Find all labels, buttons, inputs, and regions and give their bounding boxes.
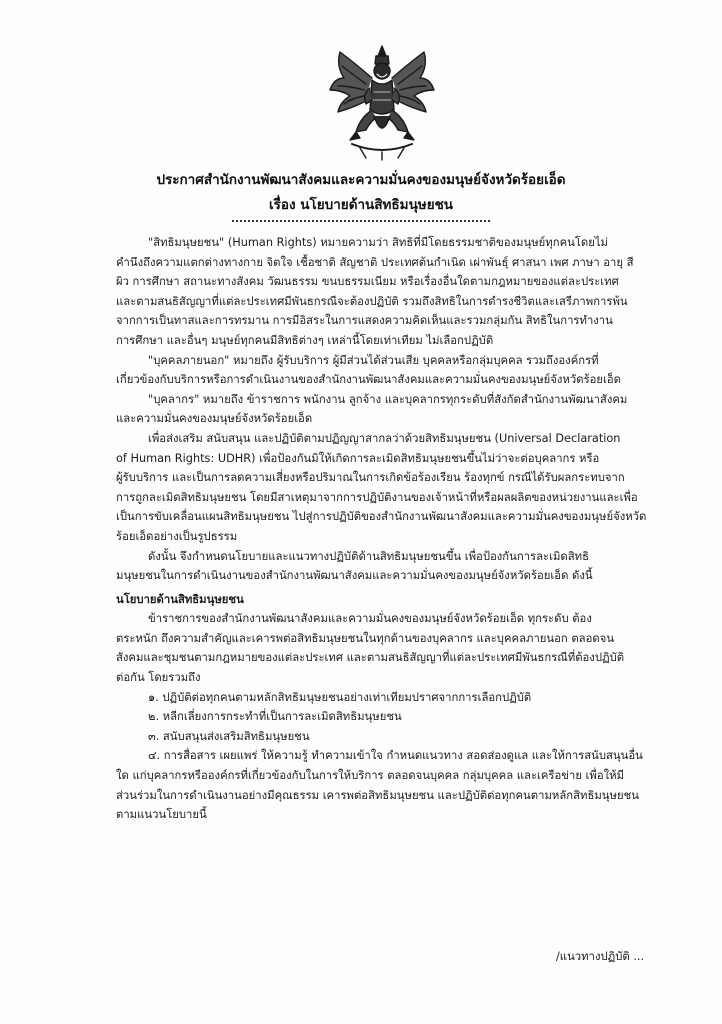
body-line: ตระหนัก ถึงความสำคัญและเคารพต่อสิทธิมนุษยชนในทุกด้านของบุคลากร และบุคคลภายนอก ตลอดจน bbox=[116, 631, 615, 645]
body-line: ต่อกัน โดยรวมถึง bbox=[116, 671, 201, 685]
body-line: มนุษยชนในการดำเนินงานของสำนักงานพัฒนาสังคมและความมั่นคงของมนุษย์จังหวัดร้อยเอ็ด ดังนี้ bbox=[116, 569, 593, 583]
list-item: ๒. หลีกเลี่ยงการกระทำที่เป็นการละเมิดสิทธิมนุษยชน bbox=[148, 710, 402, 724]
body-line: การศึกษา และอื่นๆ มนุษย์ทุกคนมีสิทธิต่างๆ เหล่านี้โดยเท่าเทียม ไม่เลือกปฏิบัติ bbox=[116, 333, 494, 347]
body-line: คำนึงถึงความแตกต่างทางกาย จิตใจ เชื้อชาติ สัญชาติ ประเทศต้นกำเนิด เผ่าพันธุ์ ศาสนา เพศ ภาษา อายุ สี bbox=[116, 255, 634, 269]
garuda-emblem-icon bbox=[326, 44, 438, 162]
body-line: สังคมและชุมชนตามกฎหมายของแต่ละประเทศ และตามสนธิสัญญาที่แต่ละประเทศมีพันธกรณีที่ต้องปฏิบัติ bbox=[116, 651, 625, 665]
list-item: ๓. สนับสนุนส่งเสริมสิทธิมนุษยชน bbox=[148, 729, 310, 743]
body-line: ข้าราชการของสำนักงานพัฒนาสังคมและความมั่นคงของมนุษย์จังหวัดร้อยเอ็ด ทุกระดับ ต้อง bbox=[148, 612, 592, 626]
list-item: ๔. การสื่อสาร เผยแพร่ ให้ความรู้ ทำความเข้าใจ กำหนดแนวทาง สอดส่องดูแล และให้การสนับสนุนอื่น bbox=[148, 749, 643, 763]
body-line: "สิทธิมนุษยชน" (Human Rights) หมายความว่า สิทธิที่มีโดยธรรมชาติของมนุษย์ทุกคนโดยไม่ bbox=[148, 236, 608, 249]
body-line: ร้อยเอ็ดอย่างเป็นรูปธรรม bbox=[116, 529, 238, 543]
body-line: และความมั่นคงของมนุษย์จังหวัดร้อยเอ็ด bbox=[116, 412, 313, 426]
document-subject: เรื่อง นโยบายด้านสิทธิมนุษยชน bbox=[269, 197, 453, 213]
body-line: ผิว การศึกษา สถานะทางสังคม วัฒนธรรม ขนบธรรมเนียม หรือเรื่องอื่นใดตามกฎหมายของแต่ละประเทศ bbox=[116, 275, 619, 289]
body-line: of Human Rights: UDHR) เพื่อป้องกันมิให้เกิดการละเมิดสิทธิมนุษยชนขึ้นไม่ว่าจะต่อบุคลากร หรือ bbox=[116, 451, 600, 465]
body-line: เกี่ยวข้องกับบริการหรือการดำเนินงานของสำนักงานพัฒนาสังคมและความมั่นคงของมนุษย์จังหวัดร้อยเอ็ด bbox=[116, 373, 622, 387]
body-line: จากการเป็นทาสและการทรมาน การมีอิสระในการแสดงความคิดเห็นและรวมกลุ่มกัน สิทธิในการทำงาน bbox=[116, 314, 613, 328]
body-line: และตามสนธิสัญญาที่แต่ละประเทศมีพันธกรณีจะต้องปฏิบัติ รวมถึงสิทธิในการดำรงชีวิตและเสรีภาพการพ้น bbox=[116, 294, 628, 308]
body-line: เพื่อส่งเสริม สนับสนุน และปฏิบัติตามปฏิญญาสากลว่าด้วยสิทธิมนุษยชน (Universal Declaration bbox=[148, 431, 621, 445]
list-item: ๑. ปฏิบัติต่อทุกคนตามหลักสิทธิมนุษยชนอย่างเท่าเทียมปราศจากการเลือกปฏิบัติ bbox=[148, 690, 532, 704]
body-line: เป็นการขับเคลื่อนแผนสิทธิมนุษยชน ไปสู่การปฏิบัติของสำนักงานพัฒนาสังคมและความมั่นคงของมนุษย์จังหวัด bbox=[116, 510, 647, 524]
body-line: "บุคลากร" หมายถึง ข้าราชการ พนักงาน ลูกจ้าง และบุคลากรทุกระดับที่สังกัดสำนักงานพัฒนาสังคม bbox=[148, 392, 628, 406]
body-line: การถูกละเมิดสิทธิมนุษยชน โดยมีสาเหตุมาจากการปฏิบัติงานของเจ้าหน้าที่หรือผลผลิตของหน่วยงานและเพื่อ bbox=[116, 490, 638, 504]
body-line: "บุคคลภายนอก" หมายถึง ผู้รับบริการ ผู้มีส่วนได้ส่วนเสีย บุคคลหรือกลุ่มบุคคล รวมถึงองค์กรที่ bbox=[148, 353, 599, 367]
policy-heading: นโยบายด้านสิทธิมนุษยชน bbox=[116, 592, 244, 606]
separator-dots bbox=[232, 220, 490, 222]
body-line: ส่วนร่วมในการดำเนินงานอย่างมีคุณธรรม เคารพต่อสิทธิมนุษยชน และปฏิบัติต่อทุกคนตามหลักสิทธิมนุษยชน bbox=[116, 788, 639, 802]
body-line: ผู้รับบริการ และเป็นการลดความเสี่ยงหรือปริมาณในการเกิดข้อร้องเรียน ร้องทุกข์ กรณีได้รับผลกระทบจาก bbox=[116, 471, 625, 485]
body-line: ตามแนวนโยบายนี้ bbox=[116, 808, 207, 822]
continuation-note: /แนวทางปฏิบัติ ... bbox=[556, 950, 645, 963]
body-line: ใด แก่บุคลากรหรือองค์กรที่เกี่ยวข้องกับในการให้บริการ ตลอดจนบุคคล กลุ่มบุคคล และเครือข่าย เพื่อให้มี bbox=[116, 769, 625, 783]
body-line: ดังนั้น จึงกำหนดนโยบายและแนวทางปฏิบัติด้านสิทธิมนุษยชนขึ้น เพื่อป้องกันการละเมิดสิทธิ bbox=[148, 549, 589, 563]
document-title: ประกาศสำนักงานพัฒนาสังคมและความมั่นคงของมนุษย์จังหวัดร้อยเอ็ด bbox=[156, 172, 566, 188]
document-body bbox=[116, 233, 670, 825]
